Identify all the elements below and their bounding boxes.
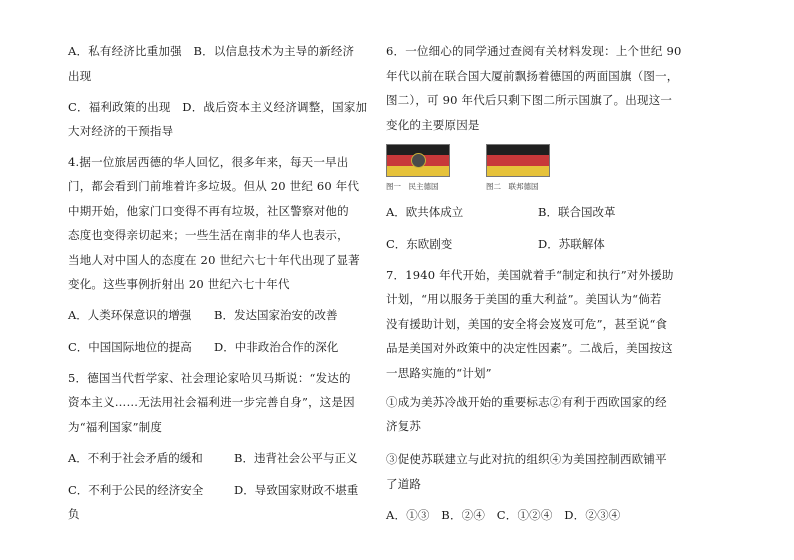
q7-stem-line: 品是美国对外政策中的决定性因素”。二战后，美国按这 bbox=[386, 341, 673, 355]
gdr-emblem-icon bbox=[411, 153, 426, 168]
q6-option-d[interactable]: D．苏联解体 bbox=[538, 237, 605, 251]
q5-stem-line: 资本主义……无法用社会福利进一步完善自身”，这是因 bbox=[68, 395, 355, 409]
q6-stem-line: 变化的主要原因是 bbox=[386, 118, 480, 132]
q6-stem-line: 年代以前在联合国大厦前飘扬着德国的两面国旗（图一， bbox=[386, 69, 679, 83]
q7-stem-line: 一思路实施的“计划” bbox=[386, 366, 492, 380]
q7-stem-line: 7．1940 年代开始，美国就着手“制定和执行”对外援助 bbox=[386, 268, 674, 282]
q5-options-row bbox=[68, 451, 357, 465]
gdr-flag-image bbox=[386, 144, 450, 177]
q7-stem-line: 计划，“用以服务于美国的重大利益”。美国认为“倘若 bbox=[386, 292, 662, 306]
flag-caption-2: 图二 联邦德国 bbox=[486, 182, 539, 191]
q7-item-line: ①成为美苏冷战开始的重要标志②有利于西欧国家的经 bbox=[386, 395, 667, 409]
q4-options-row bbox=[68, 340, 338, 354]
q4-stem-line: 4.据一位旅居西德的华人回忆，很多年来，每天一早出 bbox=[68, 155, 349, 169]
q5-option-d-continued: 负 bbox=[68, 507, 80, 521]
q4-stem-line: 变化。这些事例折射出 20 世纪六七十年代 bbox=[68, 277, 290, 291]
flag-stripe-black bbox=[487, 145, 549, 155]
frg-flag-image bbox=[486, 144, 550, 177]
q3-option-line: C．福利政策的出现 D．战后资本主义经济调整，国家加 bbox=[68, 100, 368, 114]
q5-stem-line: 5．德国当代哲学家、社会理论家哈贝马斯说：“发达的 bbox=[68, 371, 351, 385]
q3-option-line: 大对经济的干预指导 bbox=[68, 124, 174, 138]
q5-option-b[interactable]: B．违背社会公平与正义 bbox=[234, 451, 358, 465]
q6-options-row bbox=[386, 205, 615, 219]
q4-stem-line: 当地人对中国人的态度在 20 世纪六七十年代出现了显著 bbox=[68, 253, 360, 267]
q5-stem-line: 为“福利国家”制度 bbox=[68, 420, 163, 434]
q6-option-a[interactable]: A．欧共体成立 bbox=[386, 205, 464, 219]
q4-option-b[interactable]: B．发达国家治安的改善 bbox=[214, 308, 338, 322]
flag-stripe-gold bbox=[487, 166, 549, 176]
q5-option-a[interactable]: A．不利于社会矛盾的缓和 bbox=[68, 451, 203, 465]
q4-stem-line: 中期开始，他家门口变得不再有垃圾，社区警察对他的 bbox=[68, 204, 349, 218]
q4-option-a[interactable]: A．人类环保意识的增强 bbox=[68, 308, 192, 322]
q7-item-line: ③促使苏联建立与此对抗的组织④为美国控制西欧铺平 bbox=[386, 452, 667, 466]
q4-option-c[interactable]: C．中国国际地位的提高 bbox=[68, 340, 192, 354]
q6-option-c[interactable]: C．东欧剧变 bbox=[386, 237, 453, 251]
q5-option-c[interactable]: C．不利于公民的经济安全 bbox=[68, 483, 204, 497]
flag-caption-1: 图一 民主德国 bbox=[386, 182, 439, 191]
q3-option-line: A．私有经济比重加强 B．以信息技术为主导的新经济 bbox=[68, 44, 355, 58]
q5-option-d[interactable]: D．导致国家财政不堪重 bbox=[234, 483, 359, 497]
q4-options-row bbox=[68, 308, 337, 322]
q5-options-row bbox=[68, 483, 358, 497]
q3-option-line: 出现 bbox=[68, 69, 92, 83]
q4-stem-line: 门，都会看到门前堆着许多垃圾。但从 20 世纪 60 年代 bbox=[68, 179, 360, 193]
q7-answer-options[interactable]: A．①③ B．②④ C．①②④ D．②③④ bbox=[386, 508, 621, 522]
q6-stem-line: 6．一位细心的同学通过查阅有关材料发现：上个世纪 90 bbox=[386, 44, 682, 58]
flag-stripe-red bbox=[487, 155, 549, 165]
q6-options-row bbox=[386, 237, 605, 251]
q7-item-line: 了道路 bbox=[386, 477, 422, 491]
q6-stem-line: 图二），可 90 年代后只剩下图二所示国旗了。出现这一 bbox=[386, 93, 673, 107]
q4-option-d[interactable]: D．中非政治合作的深化 bbox=[214, 340, 339, 354]
q4-stem-line: 态度也变得亲切起来；一些生活在南非的华人也表示， bbox=[68, 228, 349, 242]
q6-option-b[interactable]: B．联合国改革 bbox=[538, 205, 616, 219]
q7-item-line: 济复苏 bbox=[386, 419, 422, 433]
q7-stem-line: 没有援助计划，美国的安全将会岌岌可危”，甚至说“食 bbox=[386, 317, 668, 331]
